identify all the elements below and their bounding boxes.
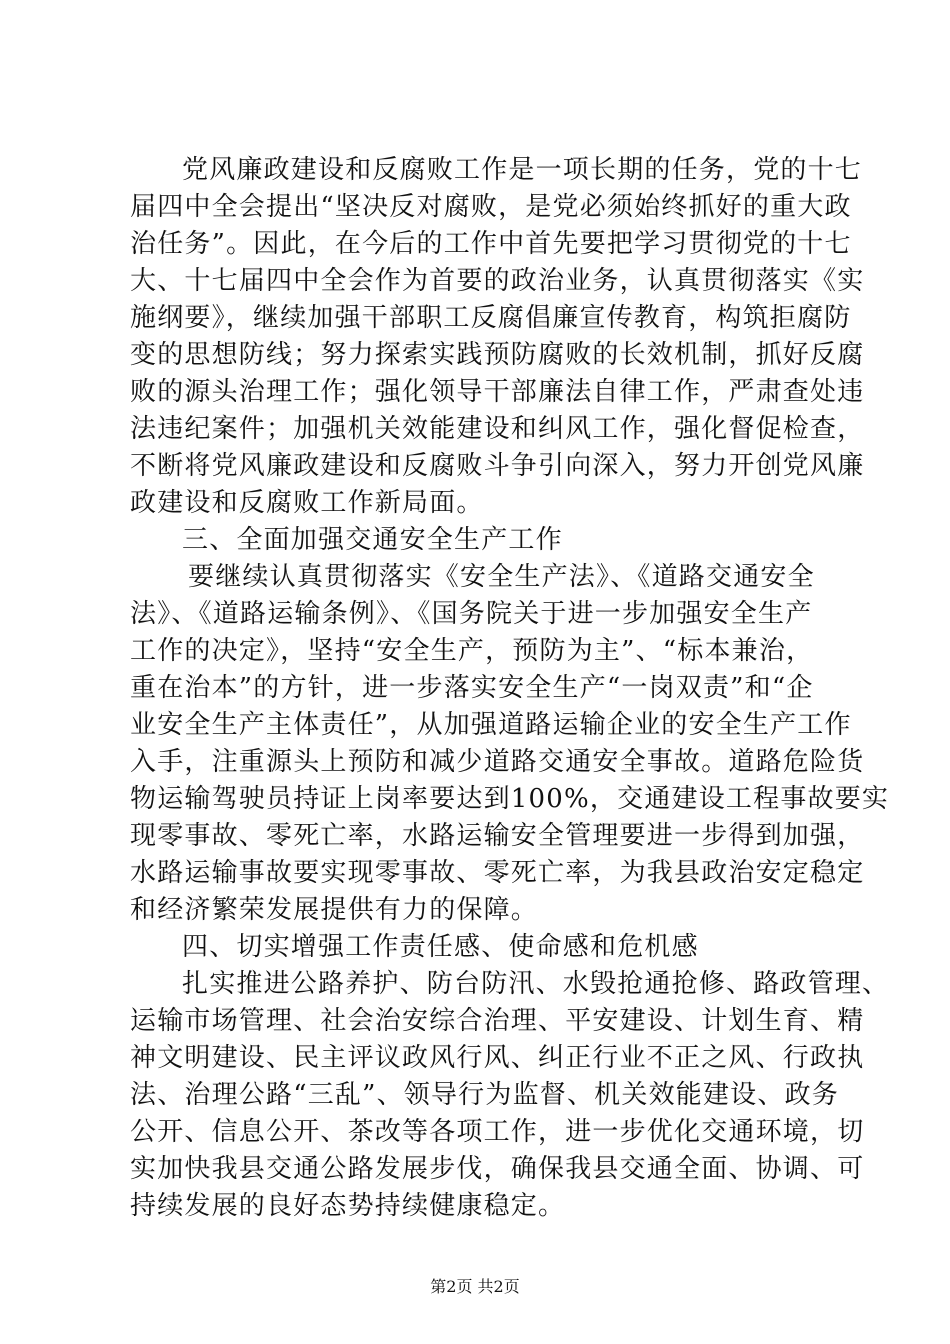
paragraph-line: 扎实推进公路养护、防台防汛、水毁抢通抢修、路政管理、 [182,969,890,999]
paragraph-line: 公开、信息公开、茶改等各项工作，进一步优化交通环境，切 [130,1117,865,1147]
paragraph-line: 施纲要》，继续加强干部职工反腐倡廉宣传教育，构筑拒腐防 [130,303,852,333]
page-footer [0,1277,950,1297]
paragraph-line: 现零事故、零死亡率，水路运输安全管理要进一步得到加强， [130,821,865,851]
page-number-label: 第2页 共2页 [430,1277,520,1296]
document-body [130,152,890,1225]
paragraph-line: 水路运输事故要实现零事故、零死亡率，为我县政治安定稳定 [130,858,865,888]
paragraph-line: 党风廉政建设和反腐败工作是一项长期的任务，党的十七 [182,155,863,185]
paragraph-line: 工作的决定》，坚持“安全生产，预防为主”、“标本兼治， [130,636,814,666]
paragraph-line: 大、十七届四中全会作为首要的政治业务，认真贯彻落实《实 [130,266,865,296]
paragraph-line: 持续发展的良好态势持续健康稳定。 [130,1191,566,1221]
paragraph-line: 要继续认真贯彻落实《安全生产法》、《道路交通安全 [188,562,815,592]
paragraph-line: 法违纪案件；加强机关效能建设和纠风工作，强化督促检查， [130,414,865,444]
paragraph-line: 神文明建设、民主评议政风行风、纠正行业不正之风、行政执 [130,1043,865,1073]
paragraph-line: 治任务”。因此，在今后的工作中首先要把学习贯彻党的十七 [130,229,852,259]
paragraph-line: 政建设和反腐败工作新局面。 [130,488,484,518]
paragraph-line: 败的源头治理工作；强化领导干部廉法自律工作，严肃查处违 [130,377,865,407]
paragraph-line: 和经济繁荣发展提供有力的保障。 [130,895,539,925]
paragraph-line: 不断将党风廉政建设和反腐败斗争引向深入，努力开创党风廉 [130,451,865,481]
paragraph-line: 实加快我县交通公路发展步伐，确保我县交通全面、协调、可 [130,1154,865,1184]
paragraph-line: 法、治理公路“三乱”、领导行为监督、机关效能建设、政务 [130,1080,839,1110]
section-heading: 三、全面加强交通安全生产工作 [182,525,563,555]
paragraph-line: 法》、《道路运输条例》、《国务院关于进一步加强安全生产 [130,599,813,629]
section-heading: 四、切实增强工作责任感、使命感和危机感 [182,932,699,962]
paragraph-line: 物运输驾驶员持证上岗率要达到100%，交通建设工程事故要实 [130,784,890,814]
paragraph-line: 业安全生产主体责任”，从加强道路运输企业的安全生产工作 [130,710,852,740]
paragraph-line: 入手，注重源头上预防和减少道路交通安全事故。道路危险货 [130,747,865,777]
paragraph-line: 届四中全会提出“坚决反对腐败，是党必须始终抓好的重大政 [130,192,852,222]
paragraph-line: 变的思想防线；努力探索实践预防腐败的长效机制，抓好反腐 [130,340,865,370]
paragraph-line: 重在治本”的方针，进一步落实安全生产“一岗双责”和“企 [130,673,814,703]
paragraph-line: 运输市场管理、社会治安综合治理、平安建设、计划生育、精 [130,1006,865,1036]
